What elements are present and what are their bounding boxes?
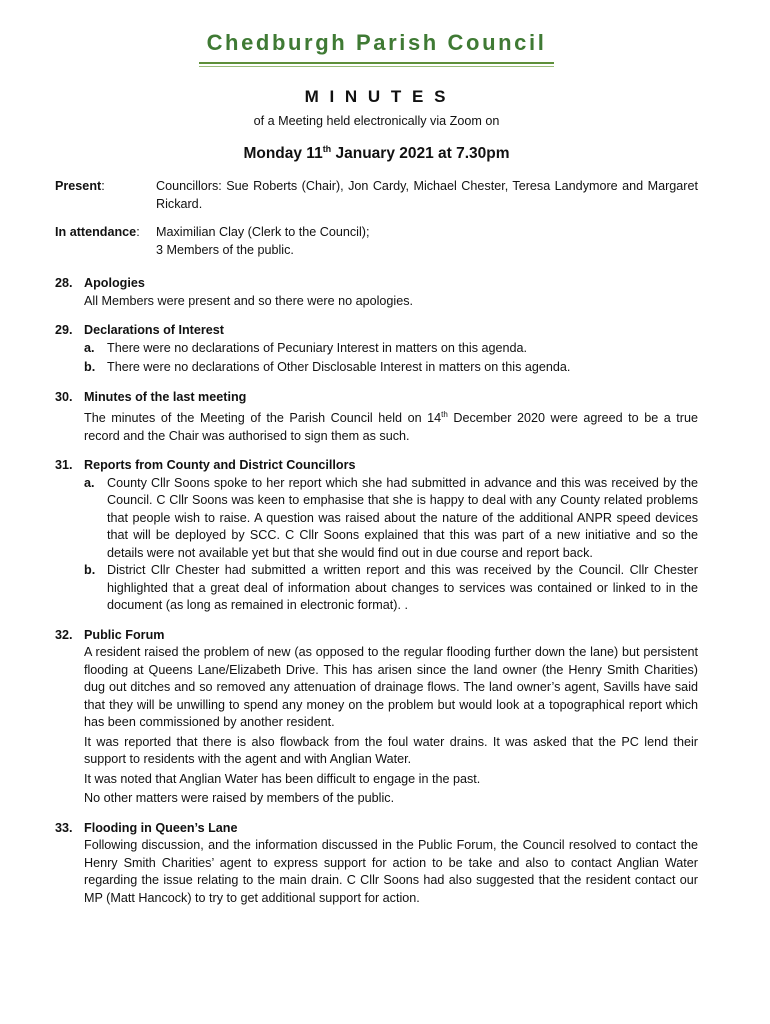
sub-item-b — [84, 359, 698, 377]
present-section — [55, 178, 698, 213]
document-title: M I N U T E S — [304, 87, 449, 106]
item-number: 33. — [55, 820, 73, 835]
item-29 — [55, 322, 698, 377]
item-number: 32. — [55, 627, 73, 642]
item-number: 28. — [55, 276, 73, 291]
item-30 — [55, 389, 698, 446]
item-paragraph-1: A resident raised the problem of new (as opposed to the regular flooding further down the lane) but persistent flooding at Queens Lane/Elizabeth Drive. This has arisen since the land owner (the Henry Smith Charities) dug out ditches and so removed any attenuation of drainage flows. The land owner’s agent, Savills have said that they will be unwilling to spend any money on the problem but would look at a topographical report which has been commissioned by another resident. — [84, 645, 698, 730]
sub-text: There were no declarations of Pecuniary Interest in matters on this agenda. — [107, 340, 528, 355]
item-number: 29. — [55, 323, 73, 338]
item-heading — [55, 627, 698, 645]
sub-letter: b. — [84, 360, 96, 375]
sub-letter: a. — [84, 340, 95, 355]
header-rule-thin — [199, 66, 554, 67]
attendance-line-2: 3 Members of the public. — [156, 242, 294, 257]
present-label: Present: — [55, 179, 105, 194]
attendance-section — [55, 224, 698, 259]
sub-item-b — [84, 562, 698, 615]
sub-text: There were no declarations of Other Disclosable Interest in matters on this agenda. — [107, 360, 571, 375]
attendance-text — [156, 224, 698, 259]
item-heading — [55, 457, 698, 475]
item-title: Minutes of the last meeting — [84, 389, 247, 404]
item-paragraph-4: No other matters were raised by members of the public. — [84, 791, 395, 806]
item-body: The minutes of the Meeting of the Parish Council held on 14th December 2020 were agreed to be a true record and the Chair was authorised to sign them as such. — [84, 410, 699, 443]
sub-text: County Cllr Soons spoke to her report which she had submitted in advance and this was received by the Council. C Cllr Soons was keen to emphasise that she is happy to deal with any County related problems that people wish to raise. A question was raised about the nature of the additional ANPR speed devices that will be deployed by SCC. C Cllr Soons explained that this was part of a new initiative and so the details were not available yet but that she would find out in due course and report back. — [107, 475, 698, 560]
item-33 — [55, 820, 698, 908]
item-body: All Members were present and so there were no apologies. — [84, 293, 414, 308]
item-28 — [55, 275, 698, 310]
present-text: Councillors: Sue Roberts (Chair), Jon Cardy, Michael Chester, Teresa Landymore and Margaret Rickard. — [156, 179, 698, 211]
date-post: January 2021 at 7.30pm — [331, 145, 510, 163]
item-title: Apologies — [84, 276, 145, 291]
attendance-label: In attendance: — [55, 225, 140, 240]
sub-text: District Cllr Chester had submitted a written report and this was received by the Council. Cllr Chester highlighted that a great deal of information about changes to services was contained or linked to in the document (as long as remained in electronic format). . — [107, 563, 698, 613]
item-heading — [55, 275, 698, 293]
header-rule — [199, 62, 554, 64]
item-title: Public Forum — [84, 627, 165, 642]
item-number: 30. — [55, 389, 73, 404]
sub-letter: b. — [84, 563, 96, 578]
item-title: Declarations of Interest — [84, 323, 224, 338]
meeting-date — [55, 139, 698, 164]
item-number: 31. — [55, 458, 73, 473]
sub-letter: a. — [84, 475, 95, 490]
item-heading — [55, 389, 698, 407]
item-title: Reports from County and District Councillors — [84, 458, 356, 473]
minutes-page — [55, 30, 698, 907]
item-heading — [55, 820, 698, 838]
sub-item-a — [84, 475, 698, 563]
date-pre: Monday 11 — [243, 145, 323, 163]
attendance-line-1: Maximilian Clay (Clerk to the Council); — [156, 225, 370, 240]
item-body: Following discussion, and the information discussed in the Public Forum, the Council resolved to contact the Henry Smith Charities’ agent to express support for action to be take and also to contact Anglian Water regarding the issue relating to the main drain. C Cllr Soons had also suggested that the resident contact our MP (Matt Hancock) to try to get additional support for action. — [84, 838, 698, 905]
item-31 — [55, 457, 698, 615]
meeting-subtitle: of a Meeting held electronically via Zoom on — [253, 114, 500, 128]
item-32 — [55, 627, 698, 808]
sub-item-a — [84, 340, 698, 358]
date-sup: th — [322, 144, 332, 154]
item-title: Flooding in Queen’s Lane — [84, 820, 238, 835]
council-name: Chedburgh Parish Council — [206, 30, 547, 55]
item-paragraph-2: It was reported that there is also flowback from the foul water drains. It was asked that the PC lend their support to residents with the agent and with Anglian Water. — [84, 734, 698, 767]
item-paragraph-3: It was noted that Anglian Water has been difficult to engage in the past. — [84, 771, 481, 786]
item-heading — [55, 322, 698, 340]
